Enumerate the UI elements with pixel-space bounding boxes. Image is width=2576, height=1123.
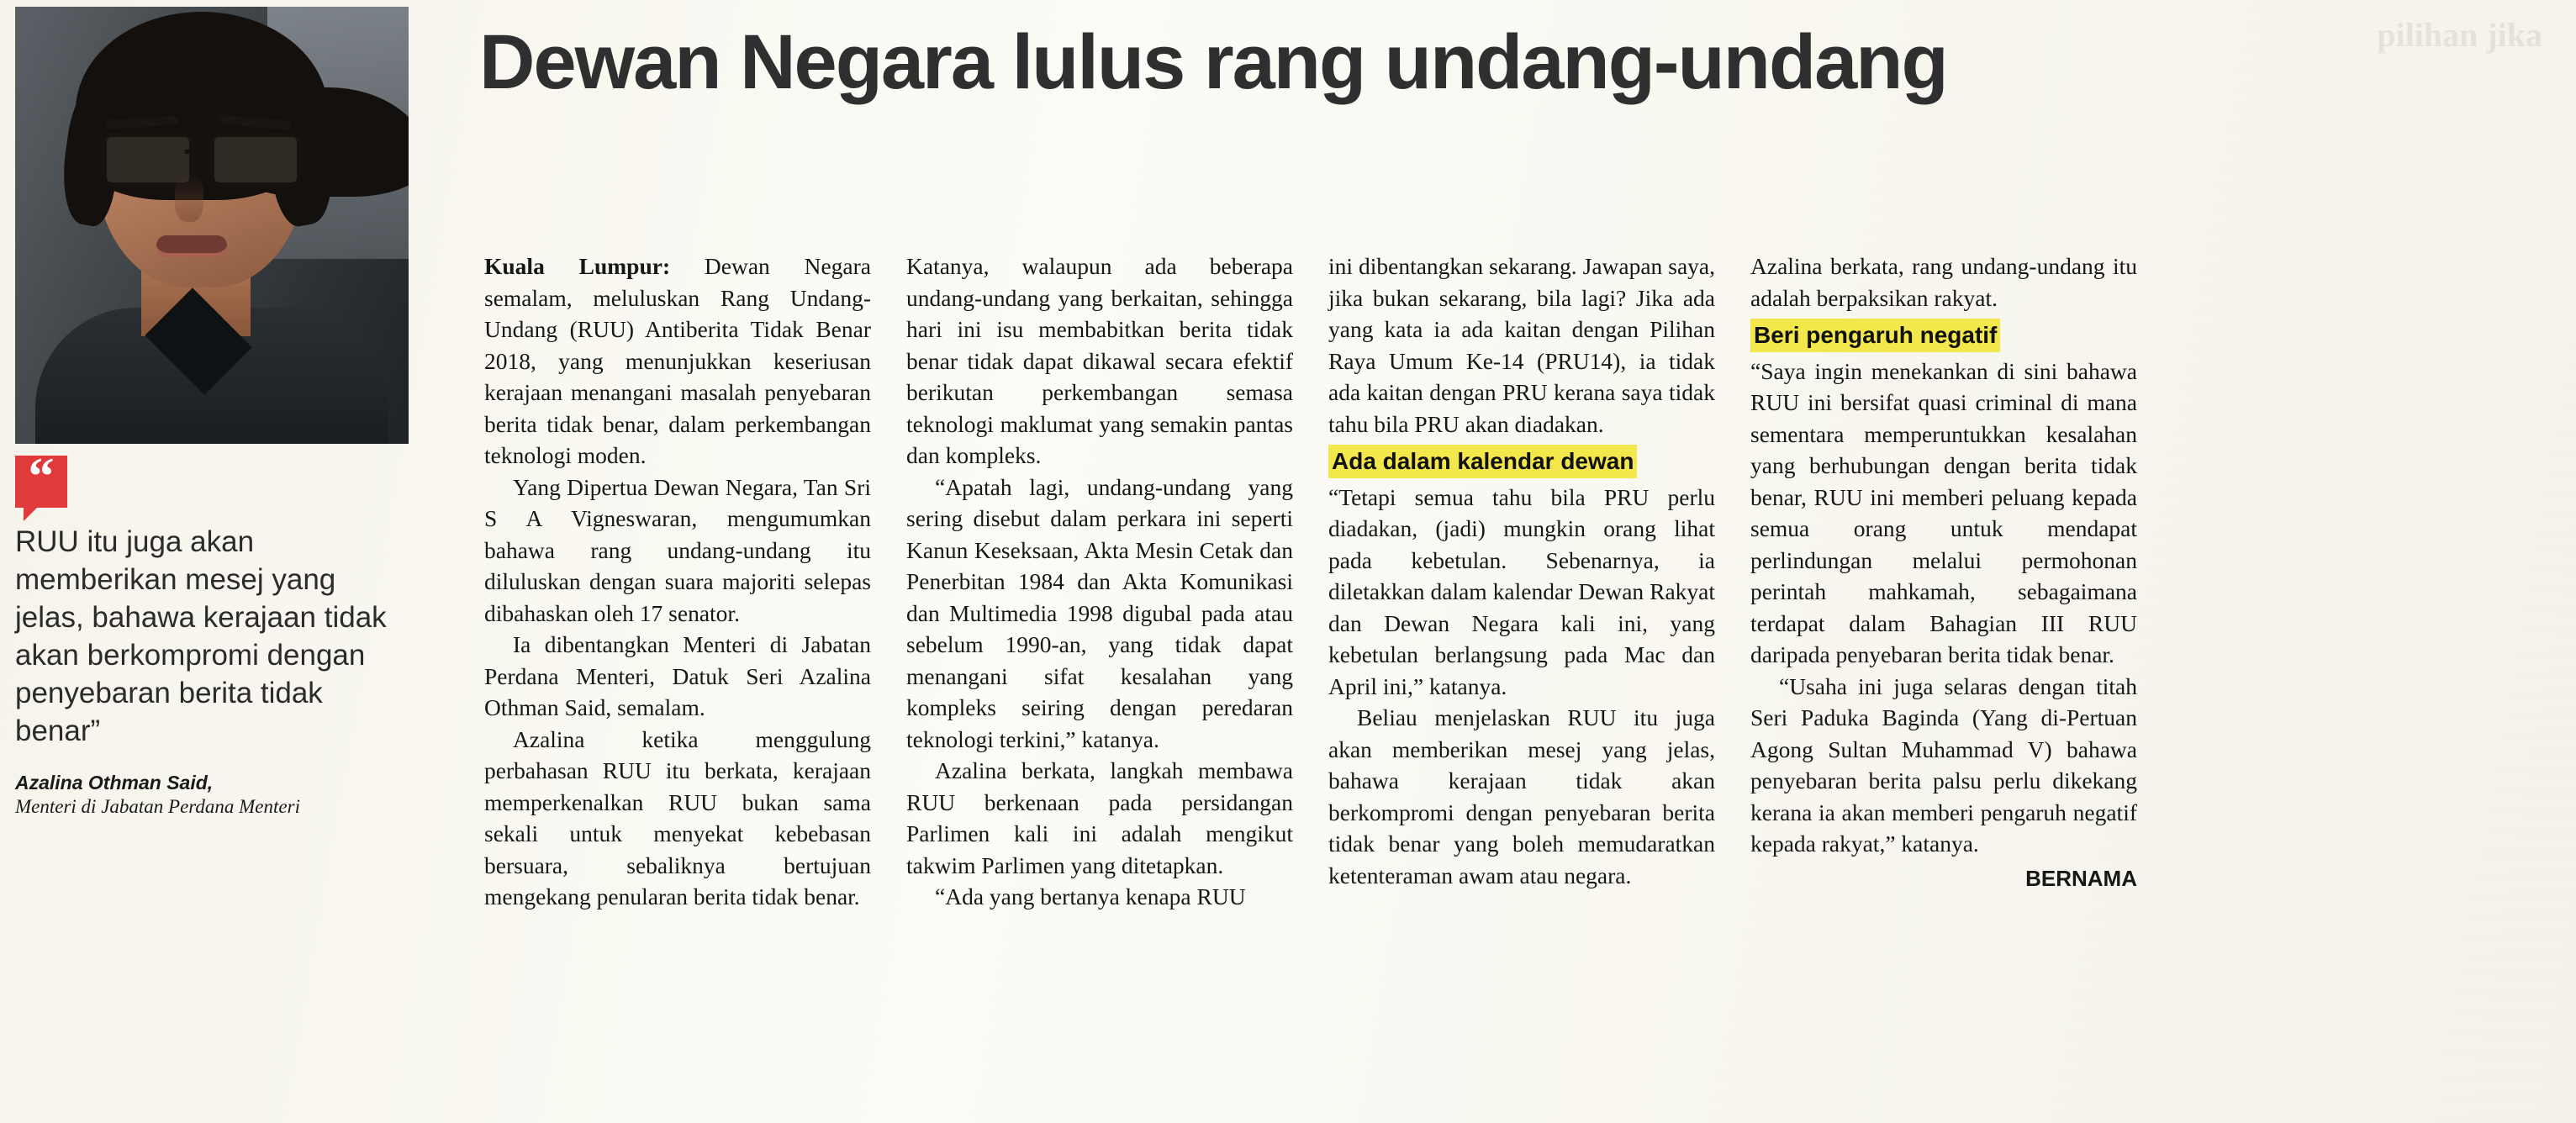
bleed-text-1: pilihan jika: [2377, 16, 2542, 54]
article-body: [484, 250, 2558, 913]
byline: BERNAMA: [2025, 865, 2137, 891]
article-column-1: [484, 250, 871, 913]
paragraph: Dewan Negara semalam, meluluskan Rang Undang-Undang (RUU) Antiberita Tidak Benar 2018, yang menunjukkan keseriusan kerajaan menangani masalah penyebaran berita tidak benar, dalam perkembangan teknologi moden.: [484, 253, 871, 468]
paragraph: Azalina berkata, rang undang-undang itu adalah berpaksikan rakyat.: [1750, 253, 2137, 311]
paragraph: “Ada yang bertanya kenapa RUU: [935, 883, 1246, 909]
dateline: Kuala Lumpur:: [484, 253, 671, 279]
paragraph: Azalina berkata, langkah membawa RUU berkenaan pada persidangan Parlimen kali ini adalah mengikut takwim Parlimen yang ditetapkan.: [906, 757, 1293, 878]
article-column-3: [1328, 250, 1715, 913]
paragraph: Yang Dipertua Dewan Negara, Tan Sri S A Vigneswaran, mengumumkan bahawa rang undang-undang itu diluluskan dengan suara majoriti selepas dibahaskan oleh 17 senator.: [484, 473, 871, 626]
article-column-2: [906, 250, 1293, 913]
pull-quote-text: RUU itu juga akan memberikan mesej yang jelas, bahawa kerajaan tidak akan berkompromi dengan penyebaran berita tidak benar”: [15, 525, 387, 747]
quote-mark-icon: “: [15, 456, 67, 508]
paragraph: “Tetapi semua tahu bila PRU perlu diadakan, (jadi) mungkin orang lihat pada kebetulan. Sebenarnya, ia diletakkan dalam kalendar Dewan Rakyat dan Dewan Negara kali ini, yang kebetulan berlangsung pada Mac dan April ini,” katanya.: [1328, 483, 1715, 699]
paragraph: Beliau menjelaskan RUU itu juga akan memberikan mesej yang jelas, bahawa kerajaan tidak akan berkompromi dengan penyebaran berita tidak benar yang boleh memudaratkan ketenteraman awam atau negara.: [1328, 704, 1715, 888]
paragraph: Azalina ketika menggulung perbahasan RUU itu berkata, kerajaan memperkenalkan RUU bukan sama sekali untuk menyekat kebebasan bersuara, sebaliknya bertujuan mengekang penularan berita tidak benar.: [484, 725, 871, 909]
article-column-4: [1750, 250, 2137, 913]
pull-quote-attribution-role: Menteri di Jabatan Perdana Menteri: [15, 796, 300, 817]
paragraph: “Usaha ini juga selaras dengan titah Seri Paduka Baginda (Yang di-Pertuan Agong Sultan Muhammad V) bahawa penyebaran berita palsu perlu dikekang kerana ia akan memberi pengaruh negatif kepada rakyat,” katanya.: [1750, 672, 2137, 857]
page-headline: Dewan Negara lulus rang undang-undang: [479, 19, 1947, 105]
paragraph: “Saya ingin menekankan di sini bahawa RUU ini bersifat quasi criminal di mana sementara memperuntukkan kesalahan yang berhubungan dengan berita tidak benar, RUU ini memberi peluang kepada semua orang untuk mendapat perlindungan melalui permohonan perintah mahkamah, sebagaimana terdapat dalam Bahagian III RUU daripada penyebaran berita tidak benar.: [1750, 357, 2137, 667]
azalina-othman-said-photo: [15, 7, 409, 444]
pull-quote-attribution-name: Azalina Othman Said,: [15, 772, 214, 793]
paragraph: ini dibentangkan sekarang. Jawapan saya, jika bukan sekarang, bila lagi? Jika ada yang kata ia ada kaitan dengan Pilihan Raya Umum Ke-14 (PRU14), ia tidak ada kaitan dengan PRU kerana saya tidak tahu bila PRU akan diadakan.: [1328, 253, 1715, 437]
photo-column: [15, 7, 409, 820]
paragraph: Ia dibentangkan Menteri di Jabatan Perdana Menteri, Datuk Seri Azalina Othman Said, semalam.: [484, 631, 871, 720]
paragraph: Katanya, walaupun ada beberapa undang-undang yang berkaitan, sehingga hari ini isu membabitkan berita tidak benar tidak dapat dikawal secara efektif berikutan perkembangan semasa teknologi maklumat yang semakin pantas dan kompleks.: [906, 253, 1293, 468]
paragraph: “Apatah lagi, undang-undang yang sering disebut dalam perkara ini seperti Kanun Keseksaan, Akta Mesin Cetak dan Penerbitan 1984 dan Akta Komunikasi dan Multimedia 1998 digubal pada atau sebelum 1990-an, yang tidak dapat menangani sifat kesalahan yang kompleks seiring dengan peredaran teknologi terkini,” katanya.: [906, 473, 1293, 752]
subheading-ada-dalam-kalendar-dewan: Ada dalam kalendar dewan: [1328, 445, 1637, 478]
subheading-beri-pengaruh-negatif: Beri pengaruh negatif: [1750, 319, 2000, 352]
